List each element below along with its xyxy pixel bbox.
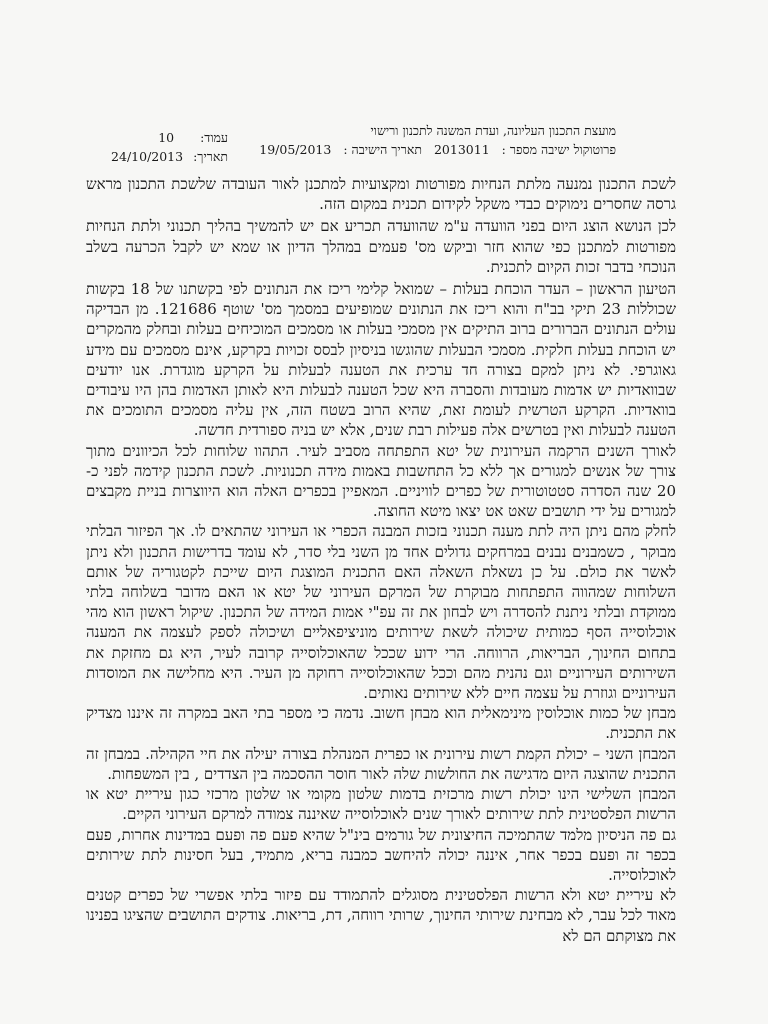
paragraph: המבחן השלישי הינו יכולת רשות מרכזית בדמות שלטון מקומי או שלטון מרכזי כגון עיריית יטא או הרשות הפלסטינית לתת שירותים לאורך שנים לאוכלוסייה שאיננה צמודה למרקם העירוני הקיים. [86,785,676,824]
document-body [86,174,676,946]
protocol-line [259,140,616,159]
paragraph: המבחן השני – יכולת הקמת רשות עירונית או כפרית המנהלת בצורה יעילה את חיי הקהילה. במבחן זה התכנית שהוצגה היום מדגישה את החולשות שלה לאור חוסר ההסכמה בין הצדדים , בין המשפחות. [86,744,676,783]
date-value: 24/10/2013 [111,149,184,164]
paragraph: לכן הנושא הוצג היום בפני הוועדה ע"מ שהוועדה תכריע אם יש להמשיך בהליך תכנוני ולתת הנחיות מפורטות למתכנן כפי שהוא חזר וביקש מס' פעמים במהלך הדיון או שמא יש לקבל הכרעה בשלב הנוכחי בדבר זכות הקיום לתכנית. [86,217,676,276]
date-label: תאריך: [193,149,228,164]
protocol-number: 2013011 [433,142,490,157]
paragraph: מבחן של כמות אוכלוסין מינימאלית הוא מבחן חשוב. נדמה כי מספר בתי האב במקרה זה איננו מצדיק את התכנית. [86,704,676,743]
protocol-header [259,121,616,159]
org-line [296,121,616,140]
meeting-date: 19/05/2013 [259,142,332,157]
org-name: מועצת התכנון העליונה, ועדת המשנה לתכנון ורישוי [370,123,616,138]
page-number: 10 [158,130,175,145]
meeting-date-label: תאריך הישיבה : [343,142,422,157]
paragraph: לאורך השנים הרקמה העירונית של יטא התפתחה מסביב לעיר. התהוו שלוחות לכל הכיוונים מתוך צורך של אנשים למגורים אך ללא כל התחשבות באמות מידה תכנוניות. לשכת התכנון קידמה לפני כ- 20 שנה הסדרה סטטוטורית של כפרים לוויניים. המאפיין בכפרים האלה הוא היווצרות בניית מקבצים למגורים על ידי תושבים שאט אט יצאו מיטא החוצה. [86,441,676,521]
paragraph: לשכת התכנון נמנעה מלתת הנחיות מפורטות ומקצועיות למתכנן לאור העובדה שלשכת התכנון מראש גרסה שחסרים נימוקים כבדי משקל לקידום תכנית במקום הזה. [86,175,676,214]
page-number-line [88,128,228,147]
paragraph: לחלק מהם ניתן היה לתת מענה תכנוני בזכות המבנה הכפרי או העירוני שהתאים לו. אך הפיזור הבלתי מבוקר , כשמבנים נבנים במרחקים גדולים אחד מן השני בלי סדר, לא עומד בדרישות התכנון ולא ניתן לאשר את כולם. על כן נשאלת השאלה האם התכנית המוצגת היום שייכת לקטגוריה של אותם השלוחות שמהווה התפתחות מבוקרת של המרקם העירוני של יטא או האם מדובר בשלוחה בלתי ממוקדת ובלתי ניתנת להסדרה ויש לבחון את זה עפ"י אמות המידה של התכנון. שיקול ראשון הוא מהי אוכלוסייה הסף כמותית שיכולה לשאת שירותים מוניציפאליים ושיכולה לספק לעצמה את המענה בתחום החינוך, הבריאות, הרווחה. הרי ידוע שככל שהאוכלוסייה קרובה לעיר, היא גם מחזקת את השירותים העירוניים וגם נהנית מהם וככל שהאוכלוסייה רחוקה מן העיר. היא מחלישה את המוסדות העירוניים וגוזרת על עצמה חיים ללא שירותים נאותים. [86,522,676,703]
page-info [88,128,228,166]
date-line [88,147,228,166]
paragraph: הטיעון הראשון – העדר הוכחת בעלות – שמואל קלימי ריכז את הנתונים לפי בקשתנו של 18 בקשות שכוללות 23 תיקי בב"ח והוא ריכז את הנתונים שמופיעים במסמך מס' שוטף 121686. מן הבדיקה עולים הנתונים הברורים ברוב התיקים אין מסמכי בעלות או מסמכים המוכיחים בעלות ובחלק מהמקרים יש הוכחת בעלות חלקית. מסמכי הבעלות שהוגשו בניסיון לבסס זכויות בקרקע, אינם מסמכים עם מידע גאוגרפי. לא ניתן למקם בצורה חד ערכית את הטענה לבעלות על הקרקע מוגדרת. אנו יודעים שבוואדיות יש אדמות מעובדות והסברה היא שכל הטענה לבעלות היא לאותן האדמות בהן היו עיבודים בוואדיות. הקרקע הטרשית לעומת זאת, שהיא הרוב בשטח הזה, אין עליה מסמכים התומכים את הטענה לבעלות ואין בטרשים אלה פעילות רבת שנים, אלא יש בניה ספורדית חדשה. [86,280,676,440]
paragraph: גם פה הניסיון מלמד שהתמיכה החיצונית של גורמים בינ"ל שהיא פעם פה ופעם במדינות אחרות, פעם בכפר זה ופעם בכפר אחר, איננה יכולה להיחשב כמבנה בריא, מתמיד, בעל חסינות לתת שירותים לאוכלוסייה. [86,825,676,884]
protocol-label: פרוטוקול ישיבה מספר : [501,142,616,157]
paragraph: לא עיריית יטא ולא הרשות הפלסטינית מסוגלים להתמודד עם פיזור בלתי אפשרי של כפרים קטנים מאוד לכל עבר, לא מבחינת שירותי החינוך, שרותי רווחה, דת, בריאות. צודקים התושבים שהציגו בפנינו את מצוקתם הם לא [86,886,676,945]
page-label: עמוד: [200,130,228,145]
